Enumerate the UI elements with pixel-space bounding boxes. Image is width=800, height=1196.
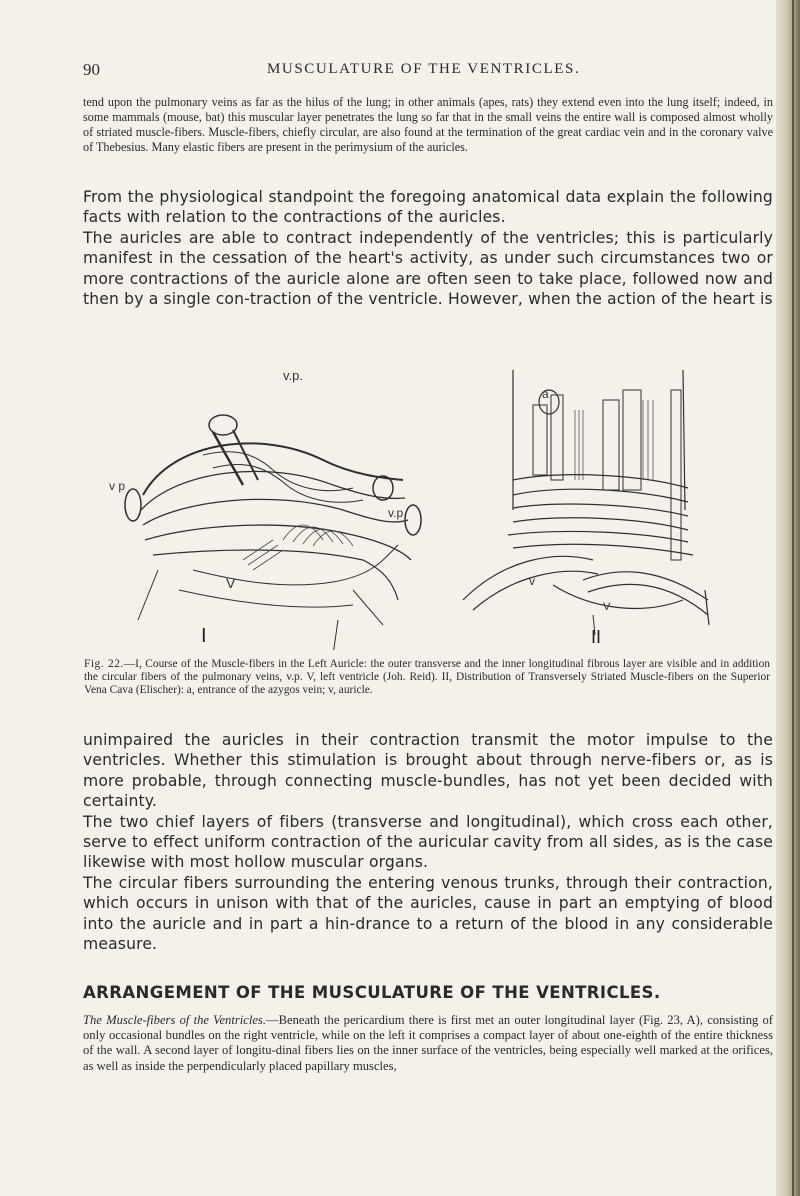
label-vp-right: v.p [388,506,404,520]
bottom-paragraph-block [83,1013,773,1074]
panel-1-label: I [201,625,207,647]
paragraph-independent-contraction: The auricles are able to contract independently of the ventricles; this is particularly manifest in the cessation of the heart's activity, as under such circumstances two or more contractions of the auricle alone are often seen to take place, followed now and then by a single con-traction of the ventricle. However, when the action of the heart is [83,228,773,309]
figure-caption [84,658,770,697]
top-paragraph-block [83,95,773,155]
panel-1-drawing [125,415,421,650]
body-text-upper [83,187,773,309]
paragraph-unimpaired: unimpaired the auricles in their contraction transmit the motor impulse to the ventricles. Whether this stimulation is brought about through nerve-fibers or, as is more probable, through connecting muscle-bundles, has not yet been decided with certainty. [83,731,773,811]
paragraph-two-layers: The two chief layers of fibers (transverse and longitudinal), which cross each other, serve to effect uniform contraction of the auricular cavity from all sides, as is the case likewise with most hollow muscular organs. [83,812,773,872]
label-v: v [529,574,535,588]
paragraph-physiological: From the physiological standpoint the foregoing anatomical data explain the following facts with relation to the contractions of the auricles. [83,188,773,227]
label-a: a [542,387,549,401]
label-vp-top: v.p. [283,368,303,383]
label-V-panel-1: V [226,575,236,591]
page-number: 90 [83,60,100,79]
page-edge-line [792,0,794,1196]
label-vp-left: v p [109,479,126,493]
figure-22 [83,360,773,650]
panel-2-drawing [463,370,709,635]
bottom-paragraph-italic-lead: The Muscle-fibers of the Ventricles. [83,1013,266,1027]
bottom-paragraph-text: —Beneath the pericardium there is first met an outer longitudinal layer (Fig. 23, A), consisting of only occasional bundles on the right ventricle, while on the left it comprises a compact layer of about one-eighth of the entire thickness of the wall. A second layer of longitu-dinal fibers lies on the inner surface of the ventricles, being especially well marked at the orifices, as well as inside the perpendicularly placed papillary muscles, [83,1013,773,1073]
label-V-panel-2: V [603,601,611,613]
panel-2-label: II [591,627,602,647]
section-heading: ARRANGEMENT OF THE MUSCULATURE OF THE VENTRICLES. [83,983,661,1002]
running-head: MUSCULATURE OF THE VENTRICLES. [267,61,581,77]
caption-label: Fig. 22. [84,658,124,670]
paragraph-circular-fibers: The circular fibers surrounding the entering venous trunks, through their contraction, which occurs in unison with that of the auricles, cause in part an emptying of blood into the auricle and in part a hin-drance to a return of the blood in any considerable measure. [83,873,773,954]
top-paragraph: tend upon the pulmonary veins as far as the hilus of the lung; in other animals (apes, rats) they extend even into the lung itself; indeed, in some mammals (mouse, bat) this muscular layer penetrates the lung so far that in the small veins the entire wall is composed almost wholly of striated muscle-fibers. Muscle-fibers, chiefly circular, are also found at the termination of the great cardiac vein and in the coronary valve of Thebesius. Many elastic fibers are present in the perimysium of the auricles. [83,95,773,154]
page-edge-shadow [776,0,800,1196]
body-text-lower [83,730,773,954]
figure-illustration [83,360,773,650]
caption-text: —I, Course of the Muscle-fibers in the Left Auricle: the outer transverse and the inner longitudinal fibrous layer are visible and in addition the circular fibers of the pulmonary veins, v.p. V, left ventricle (Joh. Reid). II, Distribution of Transversely Striated Muscle-fibers on the Superior Vena Cava (Elischer): a, entrance of the azygos vein; v, auricle. [84,658,770,696]
bottom-paragraph [83,1013,773,1074]
